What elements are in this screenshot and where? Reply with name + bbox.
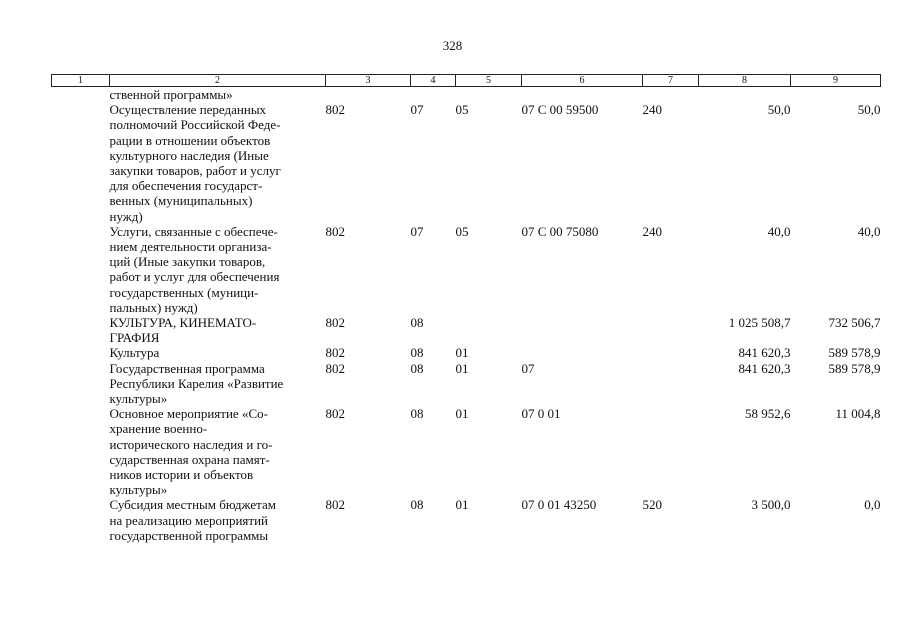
cell-number: [52, 87, 110, 103]
cell-subsection: [456, 87, 522, 103]
cell-subsection: 01: [455, 345, 469, 361]
cell-expense-type: [643, 345, 699, 360]
cell-subsection: 01: [455, 497, 469, 513]
column-number-row: [52, 75, 881, 87]
cell-admin-code: 802: [325, 360, 345, 376]
cell-target-article: [522, 315, 643, 345]
cell-expense-type: [643, 406, 699, 497]
cell-amount-year2: [791, 87, 881, 103]
cell-amount-year1: 841 620,3: [738, 345, 791, 361]
column-header: 1: [52, 75, 110, 87]
cell-section: 08: [410, 315, 424, 331]
cell-amount-year2: 11 004,8: [835, 406, 881, 422]
column-header: 6: [522, 75, 643, 87]
cell-expense-type: [643, 361, 699, 407]
cell-number: [52, 361, 110, 407]
table-row: [52, 406, 881, 497]
cell-section: 08: [410, 360, 424, 376]
cell-admin-code: 802: [325, 315, 345, 331]
cell-amount-year2: 40,0: [857, 223, 881, 239]
cell-expense-type: [643, 315, 699, 345]
cell-amount-year2: 589 578,9: [828, 360, 881, 376]
table-row: [52, 87, 881, 103]
column-header: 9: [791, 75, 881, 87]
cell-description: ственной программы»: [109, 87, 233, 102]
cell-amount-year1: [699, 87, 791, 103]
page-number: 328: [442, 38, 463, 53]
cell-section: 08: [410, 345, 424, 361]
cell-expense-type: 240: [642, 223, 662, 239]
cell-admin-code: 802: [325, 102, 345, 118]
cell-amount-year2: 0,0: [864, 497, 881, 513]
column-header: 8: [699, 75, 791, 87]
cell-expense-type: 240: [642, 102, 662, 118]
cell-expense-type: [643, 87, 699, 103]
table-row: [52, 315, 881, 345]
column-header: 2: [110, 75, 326, 87]
cell-amount-year1: 50,0: [767, 102, 791, 118]
cell-number: [52, 345, 110, 360]
cell-description: Услуги, связанные с обеспече- нием деятельности организа- ций (Иные закупки товаров, работ и услуг для обеспечения государственных (муници- пальных) нужд): [109, 223, 280, 315]
cell-number: [52, 497, 110, 543]
cell-description: Культура: [109, 345, 160, 361]
cell-section: [411, 87, 456, 103]
cell-description: Основное мероприятие «Со- хранение военно- исторического наследия и го- сударственная охрана памят- ников истории и объектов культуры»: [109, 406, 273, 498]
cell-number: [52, 224, 110, 315]
cell-admin-code: 802: [325, 406, 345, 422]
table-row: [52, 102, 881, 224]
cell-amount-year2: 50,0: [857, 102, 881, 118]
cell-section: 07: [410, 102, 424, 118]
cell-amount-year1: 58 952,6: [745, 406, 791, 422]
budget-table: [51, 74, 881, 543]
cell-amount-year1: 841 620,3: [738, 360, 791, 376]
column-header: 3: [326, 75, 411, 87]
cell-description: Осуществление переданных полномочий Российской Феде- рации в отношении объектов культурного наследия (Иные закупки товаров, работ и услуг для обеспечения государст- венных (муниципальных) нужд): [109, 102, 281, 224]
table-row: [52, 345, 881, 360]
cell-section: 08: [410, 497, 424, 513]
cell-target-article: [522, 87, 643, 103]
cell-expense-type: 520: [642, 497, 662, 513]
cell-number: [52, 315, 110, 345]
cell-admin-code: 802: [325, 223, 345, 239]
cell-subsection: 05: [455, 223, 469, 239]
column-header: 5: [456, 75, 522, 87]
column-header: 4: [411, 75, 456, 87]
cell-description: КУЛЬТУРА, КИНЕМАТО- ГРАФИЯ: [109, 315, 257, 346]
cell-section: 08: [410, 406, 424, 422]
cell-amount-year2: 589 578,9: [828, 345, 881, 361]
cell-amount-year1: 1 025 508,7: [728, 315, 791, 331]
cell-amount-year1: 3 500,0: [751, 497, 791, 513]
cell-target-article: [522, 345, 643, 360]
cell-admin-code: 802: [325, 497, 345, 513]
cell-amount-year1: 40,0: [767, 223, 791, 239]
cell-target-article: 07: [521, 360, 535, 376]
table-row: [52, 497, 881, 543]
cell-target-article: 07 0 01: [521, 406, 561, 422]
cell-subsection: 01: [455, 360, 469, 376]
cell-description: Государственная программа Республики Карелия «Развитие культуры»: [109, 360, 284, 407]
cell-description: Субсидия местным бюджетам на реализацию мероприятий государственной программы: [109, 497, 276, 543]
column-header: 7: [643, 75, 699, 87]
table-row: [52, 361, 881, 407]
cell-section: 07: [410, 223, 424, 239]
cell-number: [52, 102, 110, 224]
cell-number: [52, 406, 110, 497]
cell-subsection: 05: [455, 102, 469, 118]
cell-subsection: [456, 315, 522, 345]
cell-amount-year2: 732 506,7: [828, 315, 881, 331]
cell-target-article: 07 С 00 75080: [521, 223, 599, 239]
cell-admin-code: [326, 87, 411, 103]
table-row: [52, 224, 881, 315]
cell-target-article: 07 С 00 59500: [521, 102, 599, 118]
cell-target-article: 07 0 01 43250: [521, 497, 597, 513]
cell-subsection: 01: [455, 406, 469, 422]
cell-admin-code: 802: [325, 345, 345, 361]
